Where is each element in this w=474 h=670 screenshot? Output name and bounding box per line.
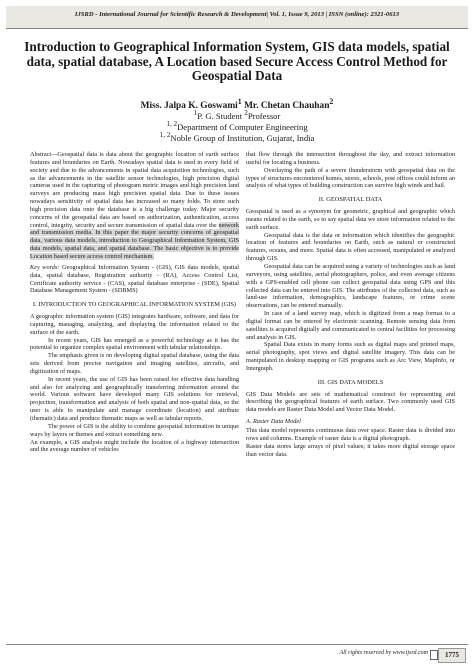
paragraph: This data model represents continuous data over space. Raster data is divided into rows and columns. Example of raster data is a digital photograph. <box>246 427 455 442</box>
journal-citation: IJSRD - International Journal for Scientific Research & Development| Vol. 1, Issue 9, 2013 | ISSN (online): 2321-0613 <box>74 11 400 18</box>
paragraph: Geospatial is used as a synonym for geometric, graphical and geographic which means related to the earth, so to say spatial data we store information related to the earth surface. <box>246 208 455 231</box>
abstract-highlighted-text: network and transmission media. In this paper the major security concerns of geospatial data, various data models, introduction to Geographical Information System, GIS data models, spatial data, and spatial database. The basic objective is to provide Location based secure access control mechanism. <box>30 221 239 260</box>
affil-sup: 1, 2 <box>159 131 171 139</box>
paragraph: Spatial Data exists in many forms such as digital maps and printed maps, aerial photography, spot views and digital satellite imagery. This data can be manipulated in desktop mapping or GIS programs such as Arc View, MapInfo, or Intergraph. <box>246 341 455 372</box>
author-1-sup: 1 <box>237 97 242 106</box>
paragraph: GIS Data Models are sets of mathematical construct for representing and describing the geographical features of earth surface. Two commonly used GIS data models are Raster Data Model and Vector Data Model. <box>246 390 455 414</box>
affil-role-2: Professor <box>247 110 281 121</box>
paragraph: In recent years, GIS has emerged as a powerful technology as it has the potential to organize complex spatial environment with tabular relationships. <box>30 336 239 352</box>
section-heading-1: I. INTRODUCTION TO GEOGRAPHICAL INFORMATION SYSTEM (GIS) <box>32 301 237 309</box>
abstract-text: Abstract—Geospatial data is data about the geographic location of earth surface features and boundaries on Earth. Nowadays spatial data is used in every field of society and due to the advancements in spatial data acquisition technologies, such as the advancements in the satellite sensor technologies, high precision digital cameras used in the capturing of photogram metric images and high precision land surveys are producing mass high precision spatial data. Due to these issues nowadays sensitivity of spatial data has increased so many folds. To store such high precision data onto the database is a big challenge today. Major security concerns of the geospatial data are based on authorization, authentication, access control, integrity, security and secure transmission of spatial data over the <box>30 151 239 229</box>
affil-sup: 1 <box>193 109 198 117</box>
paragraph: In case of a land survey map, which is digitized from a map format to a digital format can be entered by electronic scanning. Remote sensing data from satellites is acquired digitally and communicated to central facilities for processing and analysis in GIS. <box>246 310 455 341</box>
keywords-text: Geographical Information System - (GIS), GIS data models, spatial data, spatial database, Registration authority - (RA), Access Control List, Certificate authority service - (CAS), spatial database enterprise - (SDE), Spatial Database Management System - (SDBMS) <box>30 263 239 295</box>
footer-rights-text: All rights reserved by www.ijsrd.com <box>339 650 428 656</box>
affil-department-text: Department of Computer Engineering <box>177 121 308 132</box>
paragraph: Overlaying the path of a severe thunderstorm with geospatial data on the types of structures encountered homes, stores, schools, post offices could inform an analysis of what types of building construction can survive high winds and hail. <box>246 166 455 190</box>
keywords <box>30 264 239 295</box>
affil-institution-text: Noble Group of Institution, Gujarat, India <box>170 132 315 143</box>
paragraph: A geographic information system (GIS) integrates hardware, software, and data for capturing, managing, analyzing, and displaying the information related to the surface of the earth. <box>30 313 239 336</box>
journal-header-bar <box>6 6 468 29</box>
affil-sup: 1, 2 <box>166 120 178 128</box>
author-2-sup: 2 <box>329 97 334 106</box>
left-column <box>30 151 239 454</box>
paragraph: Geospatial data can be acquired using a variety of technologies such as land surveyors, using satellites, aerial photographers, police, and even average citizens with a GPS-enabled cell phone can collect geospatial data using GPS and this collected data can be entered into GIS. The attributes of the collected data, such as land-use information, demographics, landscape features, or crime scene observations, can be entered manually. <box>246 262 455 310</box>
subsection-heading: A. Raster Data Model <box>246 418 301 426</box>
keywords-label: Key words: <box>30 263 60 271</box>
footer-rights <box>340 650 428 656</box>
section-heading-3: III. GIS DATA MODELS <box>317 378 384 386</box>
page-number: 1775 <box>438 648 466 663</box>
paragraph: In recent years, the use of GIS has been raised for effective data handling and also for analyzing and geographically transferring information around the world. Various software have developed many GIS solutions for retrieval, projection, transformation and analysis of both spatial and non-spatial data, so the user is able to manipulate and manage coordinate (location) and attribute (thematic) data and produce thematic maps as well as tabular reports. <box>30 375 239 422</box>
section-heading-2: II. GEOSPATIAL DATA <box>318 196 383 204</box>
paragraph: The power of GIS is the ability to combine geospatial information in unique ways by layers or themes and extract something new. <box>30 422 239 438</box>
paragraph: Raster data stores large arrays of pixel values; it takes more digital storage space than vector data. <box>246 442 455 458</box>
paragraph: Geospatial data is the data or information which identifies the geographic location of features and boundaries on Earth, such as natural or constructed features, oceans, and more. Spatial data is often accessed, manipulated or analyzed through GIS. <box>246 231 455 263</box>
author-1-name: Miss. Jalpa K. Goswami <box>140 101 238 112</box>
author-2-name: Mr. Chetan Chauhan <box>241 101 330 112</box>
document-icon <box>430 650 438 660</box>
affiliation-institution <box>20 130 454 143</box>
paragraph: The emphasis given is on developing digital spatial database, using the data sets derived from precise navigation and imaging satellites, aircrafts, and digitization of maps. <box>30 352 239 375</box>
right-column <box>246 151 455 458</box>
paragraph: An example, a GIS analysis might include the location of a highway intersection and the average number of vehicles <box>30 438 239 454</box>
footer-divider <box>6 644 468 645</box>
affil-role-1: P. G. Student <box>197 110 245 121</box>
affil-sup: 2 <box>244 109 248 117</box>
paper-title: Introduction to Geographical Information System, GIS data models, spatial data, spatial database, A Location based Secure Access Control Method for Geospatial Data <box>24 39 450 84</box>
abstract <box>30 151 239 261</box>
paragraph: that flow through the intersection throughout the day, and extract information useful for locating a business. <box>246 151 455 166</box>
